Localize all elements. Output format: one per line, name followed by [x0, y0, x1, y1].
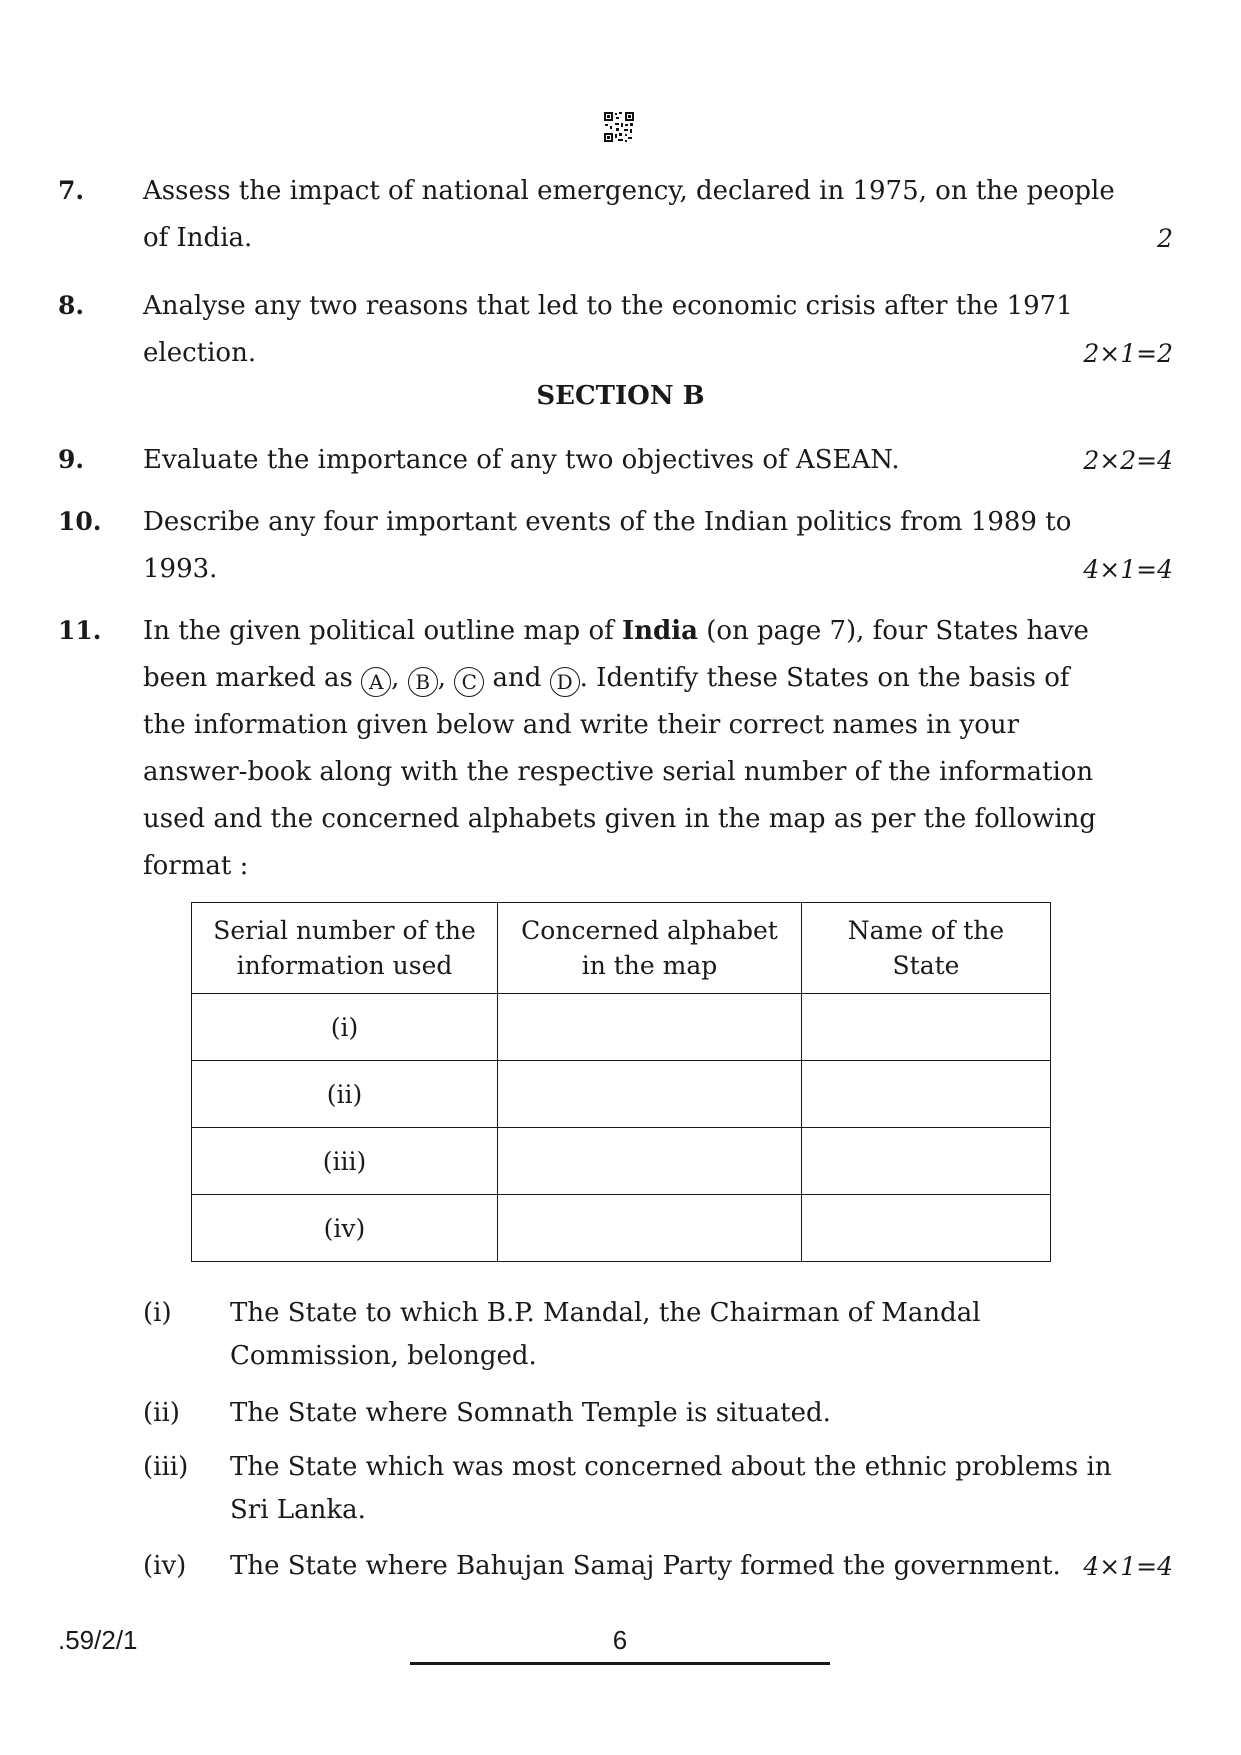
info-item-number: (iii): [143, 1452, 189, 1482]
separator: and: [484, 663, 550, 693]
question-11-line2: [143, 655, 1118, 702]
info-item-number: (i): [143, 1298, 172, 1328]
answer-format-table: [191, 902, 1051, 1262]
table-cell-empty: [498, 1195, 802, 1262]
table-header-state: [802, 903, 1051, 994]
header-text: Name of the: [847, 916, 1005, 945]
table-cell-empty: [498, 994, 802, 1061]
info-item-line: The State which was most concerned about the ethnic problems in: [230, 1452, 1112, 1482]
header-text: in the map: [581, 951, 718, 980]
table-cell-empty: [802, 1061, 1051, 1128]
table-row: [192, 1128, 1051, 1195]
question-11-line5: used and the concerned alphabets given in the map as per the following: [143, 804, 1097, 834]
info-item-marks: 4×1=4: [1083, 1552, 1173, 1581]
question-11-line3: the information given below and write their correct names in your: [143, 710, 1020, 740]
question-11-line6: format :: [143, 851, 249, 881]
info-item-3: [143, 1446, 1113, 1536]
table-cell-serial: (iii): [192, 1128, 498, 1195]
info-item-line: The State where Bahujan Samaj Party formed the government.: [230, 1551, 1061, 1581]
question-7-line1: Assess the impact of national emergency, declared in 1975, on the people: [143, 176, 1115, 206]
paper-code: .59/2/1: [58, 1625, 138, 1655]
table-cell-empty: [498, 1061, 802, 1128]
table-header-serial: [192, 903, 498, 994]
map-marker-d: D: [550, 667, 580, 697]
table-cell-empty: [802, 1128, 1051, 1195]
question-7-line2: of India.: [143, 223, 253, 253]
page-number: 6: [612, 1625, 628, 1655]
question-10-line1: Describe any four important events of the Indian politics from 1989 to: [143, 507, 1072, 537]
table-header-row: [192, 903, 1051, 994]
header-text: Concerned alphabet: [521, 916, 778, 945]
info-item-text: [230, 1446, 1115, 1532]
question-11-line1: [143, 608, 1118, 655]
info-item-line: Commission, belonged.: [230, 1341, 537, 1371]
header-text: Serial number of the: [213, 916, 476, 945]
map-marker-c: C: [454, 667, 484, 697]
question-11: [143, 608, 1118, 890]
header-text: State: [892, 951, 960, 980]
map-marker-b: B: [408, 667, 438, 697]
separator: ,: [391, 663, 408, 693]
question-9-marks: 2×2=4: [1083, 446, 1173, 475]
question-number-8: 8.: [58, 291, 85, 320]
info-item-line: The State where Somnath Temple is situated.: [230, 1398, 831, 1428]
question-7-marks: 2: [1157, 224, 1173, 253]
question-7: [143, 168, 1173, 262]
section-heading: SECTION B: [536, 381, 705, 411]
question-10-line2: 1993.: [143, 554, 218, 584]
table-cell-serial: (ii): [192, 1061, 498, 1128]
table-cell-empty: [498, 1128, 802, 1195]
info-item-text: [230, 1392, 1115, 1435]
question-11-text-c: been marked as: [143, 663, 362, 693]
question-8-line2: election.: [143, 338, 257, 368]
info-item-text: [230, 1292, 1115, 1378]
info-item-4: [143, 1545, 1173, 1590]
info-item-line: The State to which B.P. Mandal, the Chairman of Mandal: [230, 1298, 981, 1328]
question-8: [143, 283, 1173, 377]
table-cell-serial: (i): [192, 994, 498, 1061]
question-number-11: 11.: [58, 616, 102, 645]
info-item-2: [143, 1392, 1113, 1437]
header-text: information used: [236, 951, 453, 980]
question-9-text: Evaluate the importance of any two objectives of ASEAN.: [143, 445, 900, 475]
info-item-1: [143, 1292, 1113, 1382]
table-row: [192, 1195, 1051, 1262]
question-10: [143, 499, 1173, 593]
question-11-country: India: [621, 616, 698, 646]
table-row: [192, 994, 1051, 1061]
question-9: [143, 437, 1173, 484]
separator: ,: [437, 663, 455, 693]
info-item-number: (iv): [143, 1551, 187, 1581]
table-cell-empty: [802, 994, 1051, 1061]
question-11-text-b: (on page 7), four States have: [697, 616, 1089, 646]
map-marker-a: A: [361, 667, 391, 697]
question-11-text-a: In the given political outline map of: [143, 616, 622, 646]
question-11-text-d: . Identify these States on the basis of: [579, 663, 1070, 693]
question-number-10: 10.: [58, 507, 102, 536]
info-item-line: Sri Lanka.: [230, 1495, 366, 1525]
info-item-number: (ii): [143, 1398, 180, 1428]
table-cell-serial: (iv): [192, 1195, 498, 1262]
question-8-line1: Analyse any two reasons that led to the economic crisis after the 1971: [143, 291, 1073, 321]
question-8-marks: 2×1=2: [1083, 339, 1173, 368]
question-number-7: 7.: [58, 176, 85, 205]
qr-code: [603, 111, 635, 143]
question-11-line4: answer-book along with the respective serial number of the information: [143, 757, 1094, 787]
question-number-9: 9.: [58, 445, 85, 474]
table-cell-empty: [802, 1195, 1051, 1262]
table-header-alphabet: [498, 903, 802, 994]
table-row: [192, 1061, 1051, 1128]
info-item-text: [230, 1545, 1173, 1588]
footer-divider: [410, 1662, 830, 1665]
question-10-marks: 4×1=4: [1083, 555, 1173, 584]
